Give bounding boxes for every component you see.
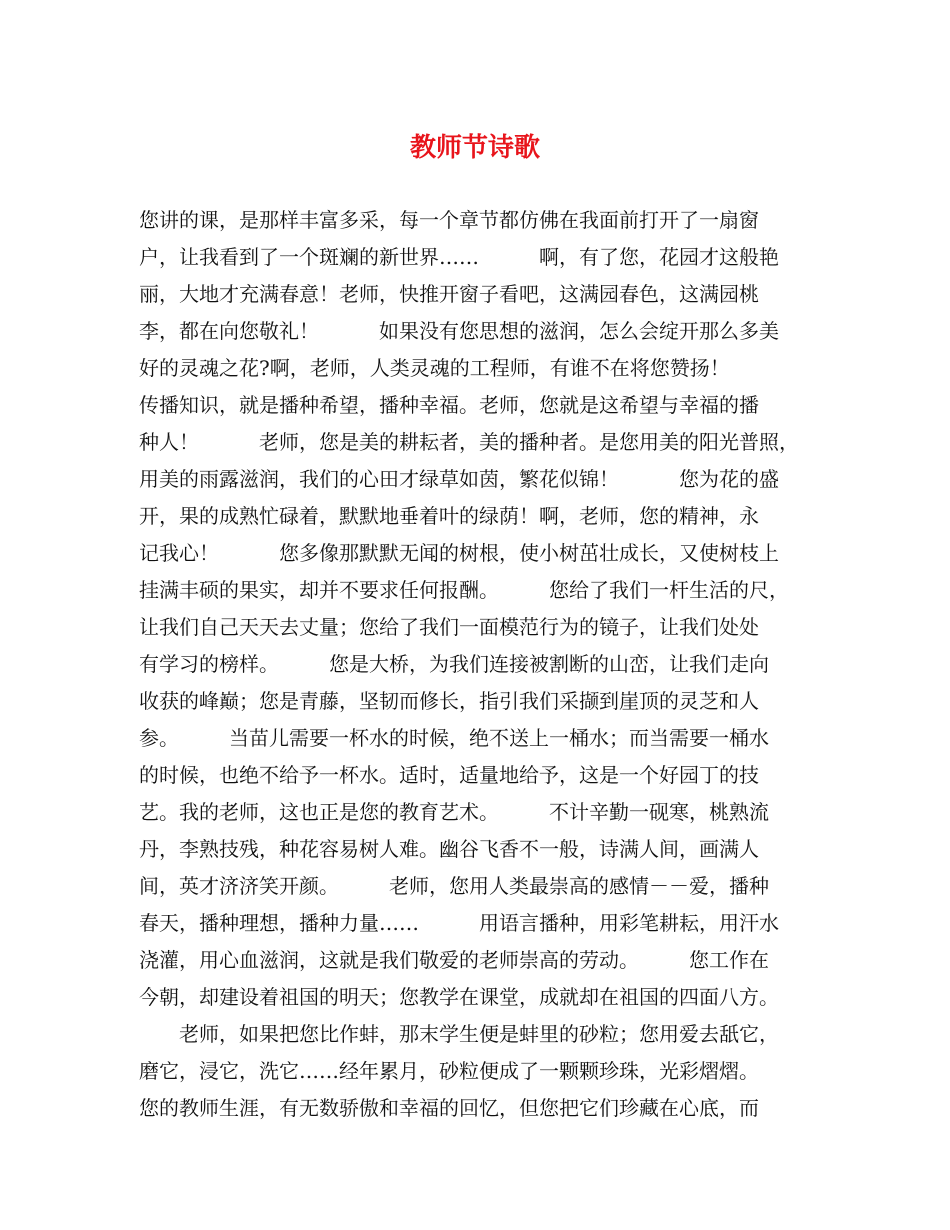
text-line: 好的灵魂之花?啊，老师，人类灵魂的工程师，有谁不在将您赞扬！ <box>139 356 730 380</box>
text-line: 开，果的成熟忙碌着，默默地垂着叶的绿荫！啊，老师，您的精神，永 <box>139 504 759 528</box>
text-line: 磨它，浸它，洗它……经年累月，砂粒便成了一颗颗珍珠，光彩熠熠。 <box>139 1059 759 1083</box>
text-line: 艺。我的老师，这也正是您的教育艺术。 不计辛勤一砚寒，桃熟流 <box>139 800 769 824</box>
text-line: 您的教师生涯，有无数骄傲和幸福的回忆，但您把它们珍藏在心底，而 <box>139 1096 759 1120</box>
text-line: 丽，大地才充满春意！老师，快推开窗子看吧，这满园春色，这满园桃 <box>139 282 759 306</box>
text-line: 有学习的榜样。 您是大桥，为我们连接被割断的山峦，让我们走向 <box>139 652 769 676</box>
text-line: 春天，播种理想，播种力量…… 用语言播种，用彩笔耕耘，用汗水 <box>139 911 779 935</box>
text-line: 记我心！ 您多像那默默无闻的树根，使小树茁壮成长，又使树枝上 <box>139 541 779 565</box>
text-line: 今朝，却建设着祖国的明天；您教学在课堂，成就却在祖国的四面八方。 <box>139 985 779 1009</box>
text-line: 李，都在向您敬礼！ 如果没有您思想的滋润，怎么会绽开那么多美 <box>139 319 779 343</box>
text-line: 参。 当苗儿需要一杯水的时候，绝不送上一桶水；而当需要一桶水 <box>139 726 769 750</box>
text-line: 丹，李熟技残，种花容易树人难。幽谷飞香不一般，诗满人间，画满人 <box>139 837 759 861</box>
text-line: 种人！ 老师，您是美的耕耘者，美的播种者。是您用美的阳光普照， <box>139 430 799 454</box>
text-line: 间，英才济济笑开颜。 老师，您用人类最崇高的感情－－爱，播种 <box>139 874 769 898</box>
text-line: 的时候，也绝不给予一杯水。适时，适量地给予，这是一个好园丁的技 <box>139 763 759 787</box>
document-title: 教师节诗歌 <box>409 133 540 163</box>
document-body <box>139 202 819 1127</box>
text-line: 用美的雨露滋润，我们的心田才绿草如茵，繁花似锦！ 您为花的盛 <box>139 467 779 491</box>
text-line: 让我们自己天天去丈量；您给了我们一面模范行为的镜子，让我们处处 <box>139 615 759 639</box>
text-line: 传播知识，就是播种希望，播种幸福。老师，您就是这希望与幸福的播 <box>139 393 759 417</box>
text-line: 老师，如果把您比作蚌，那末学生便是蚌里的砂粒；您用爱去舐它， <box>139 1022 779 1046</box>
text-line: 挂满丰硕的果实，却并不要求任何报酬。 您给了我们一杆生活的尺， <box>139 578 789 602</box>
text-line: 户，让我看到了一个斑斓的新世界…… 啊，有了您，花园才这般艳 <box>139 245 779 269</box>
text-line: 收获的峰巅；您是青藤，坚韧而修长，指引我们采撷到崖顶的灵芝和人 <box>139 689 759 713</box>
text-line: 您讲的课，是那样丰富多采，每一个章节都仿佛在我面前打开了一扇窗 <box>139 208 759 232</box>
text-line: 浇灌，用心血滋润，这就是我们敬爱的老师崇高的劳动。 您工作在 <box>139 948 769 972</box>
